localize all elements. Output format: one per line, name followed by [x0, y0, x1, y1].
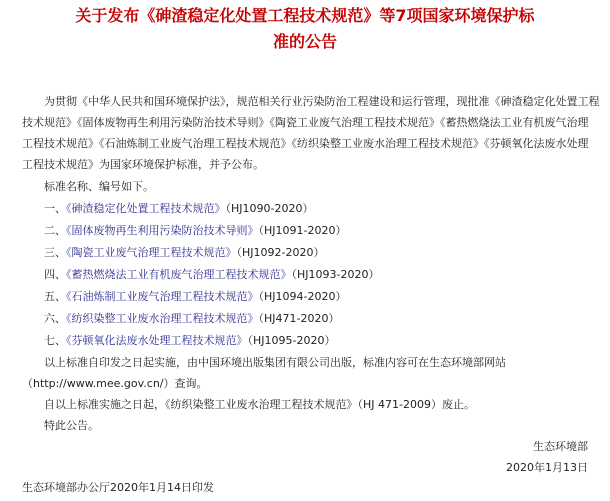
standard-code: （HJ1095-2020） [247, 334, 336, 347]
intro-line-2: 技术规范》《固体废物再生利用污染防治技术导则》《陶瓷工业废气治理工程技术规范》《蓄热燃烧法工业有机废气治理 [22, 116, 589, 129]
list-item [44, 287, 346, 307]
implementation-line-1: 以上标准自印发之日起实施，由中国环境出版集团有限公司出版，标准内容可在生态环境部网站 [44, 356, 506, 369]
item-number: 四、 [44, 268, 66, 281]
item-number: 二、 [44, 224, 66, 237]
intro-line-3: 工程技术规范》《石油炼制工业废气治理工程技术规范》《纺织染整工业废水治理工程技术规范》《芬顿氧化法废水处理 [22, 137, 589, 150]
standard-link[interactable]: 《陶瓷工业废气治理工程技术规范》 [66, 246, 237, 259]
standard-code: （HJ1094-2020） [258, 290, 347, 303]
list-item [44, 309, 339, 329]
standard-link[interactable]: 《芬顿氧化法废水处理工程技术规范》 [66, 334, 248, 347]
standard-link[interactable]: 《固体废物再生利用污染防治技术导则》 [66, 224, 259, 237]
standard-link[interactable]: 《蓄热燃烧法工业有机废气治理工程技术规范》 [66, 268, 292, 281]
issuer: 生态环境部 [533, 440, 588, 453]
standard-link[interactable]: 《砷渣稳定化处置工程技术规范》 [66, 202, 226, 215]
item-number: 七、 [44, 334, 66, 347]
intro-line-4: 工程技术规范》为国家环境保护标准，并予公布。 [22, 158, 264, 171]
list-item [44, 199, 313, 219]
intro-line-1: 为贯彻《中华人民共和国环境保护法》，规范相关行业污染防治工程建设和运行管理，现批准《砷渣稳定化处置工程 [44, 95, 600, 108]
list-intro: 标准名称、编号如下。 [44, 180, 154, 193]
closing-text: 特此公告。 [44, 419, 99, 432]
list-item [44, 331, 335, 351]
list-item [44, 221, 346, 241]
title-line-1: 关于发布《砷渣稳定化处置工程技术规范》等7项国家环境保护标 [75, 6, 535, 25]
repeal-notice: 自以上标准实施之日起，《纺织染整工业废水治理工程技术规范》（HJ 471-2009）废止。 [44, 398, 475, 411]
item-number: 六、 [44, 312, 66, 325]
standard-link[interactable]: 《纺织染整工业废水治理工程技术规范》 [66, 312, 259, 325]
implementation-line-2: （http://www.mee.gov.cn/）查询。 [22, 377, 208, 390]
list-item [44, 265, 379, 285]
footer-print-note: 生态环境部办公厅2020年1月14日印发 [22, 481, 214, 494]
standard-code: （HJ1093-2020） [291, 268, 380, 281]
standard-link[interactable]: 《石油炼制工业废气治理工程技术规范》 [66, 290, 259, 303]
standard-code: （HJ471-2020） [258, 312, 340, 325]
item-number: 三、 [44, 246, 66, 259]
list-item [44, 243, 324, 263]
item-number: 五、 [44, 290, 66, 303]
item-number: 一、 [44, 202, 66, 215]
standard-code: （HJ1090-2020） [225, 202, 314, 215]
title-line-2: 准的公告 [272, 32, 337, 51]
issue-date: 2020年1月13日 [506, 461, 588, 474]
standard-code: （HJ1092-2020） [236, 246, 325, 259]
standard-code: （HJ1091-2020） [258, 224, 347, 237]
